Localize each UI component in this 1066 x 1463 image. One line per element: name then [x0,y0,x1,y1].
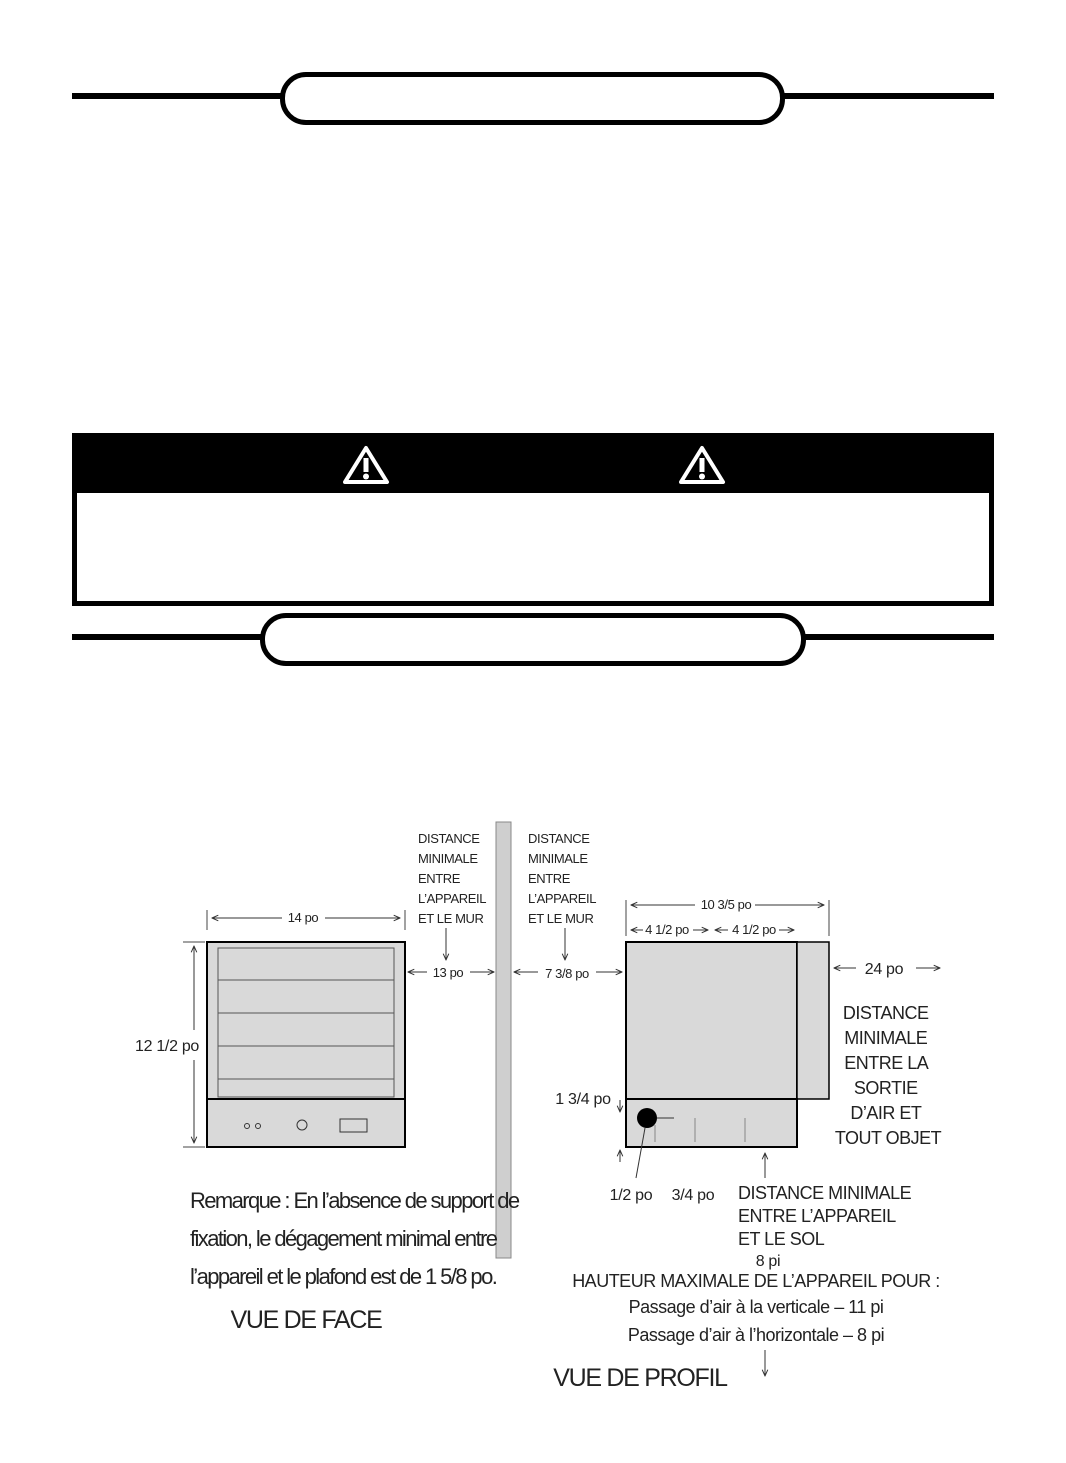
front-width-label: 14 po [287,910,319,925]
side-depth-label: 10 3/5 po [700,897,752,912]
side-view-heater [626,942,829,1147]
wall-clearance-label-right: DISTANCE MINIMALE ENTRE L’APPAREIL ET LE MUR [528,831,596,926]
max-height-vertical: Passage d’air à la verticale – 11 pi [628,1297,884,1317]
side-wall-distance-label: 7 3/8 po [545,966,589,981]
ceiling-clearance-note: Remarque : En l’absence de support de fixation, le dégagement minimal entre l’appareil et le plafond est de 1 5/8 po. [190,1188,519,1289]
floor-clearance-value: 8 pi [755,1253,781,1270]
front-wall-distance-label: 13 po [432,965,464,980]
mounting-bracket-icon [637,1108,657,1128]
front-view-title: VUE DE FACE [230,1306,382,1334]
side-half-a-label: 4 1/2 po [645,922,689,937]
front-height-label: 12 1/2 po [134,1038,200,1055]
side-view-title: VUE DE PROFIL [553,1364,727,1392]
mount-height-label: 1 3/4 po [555,1091,611,1108]
floor-clearance-label: DISTANCE MINIMALE ENTRE L’APPAREIL ET LE SOL [738,1183,912,1249]
half-inch-label: 1/2 po [609,1187,653,1204]
outlet-clearance-label: 24 po [864,961,904,978]
front-view-heater [207,942,405,1147]
max-height-horizontal: Passage d’air à l’horizontale – 8 pi [627,1325,885,1345]
outlet-clearance-text: DISTANCE MINIMALE ENTRE LA SORTIE D’AIR ET TOUT OBJET [834,1003,942,1148]
max-height-title: HAUTEUR MAXIMALE DE L’APPAREIL POUR : [572,1271,940,1291]
three-quarter-label: 3/4 po [671,1187,715,1204]
wall-clearance-label-left: DISTANCE MINIMALE ENTRE L’APPAREIL ET LE MUR [418,831,486,926]
side-half-b-label: 4 1/2 po [732,922,776,937]
